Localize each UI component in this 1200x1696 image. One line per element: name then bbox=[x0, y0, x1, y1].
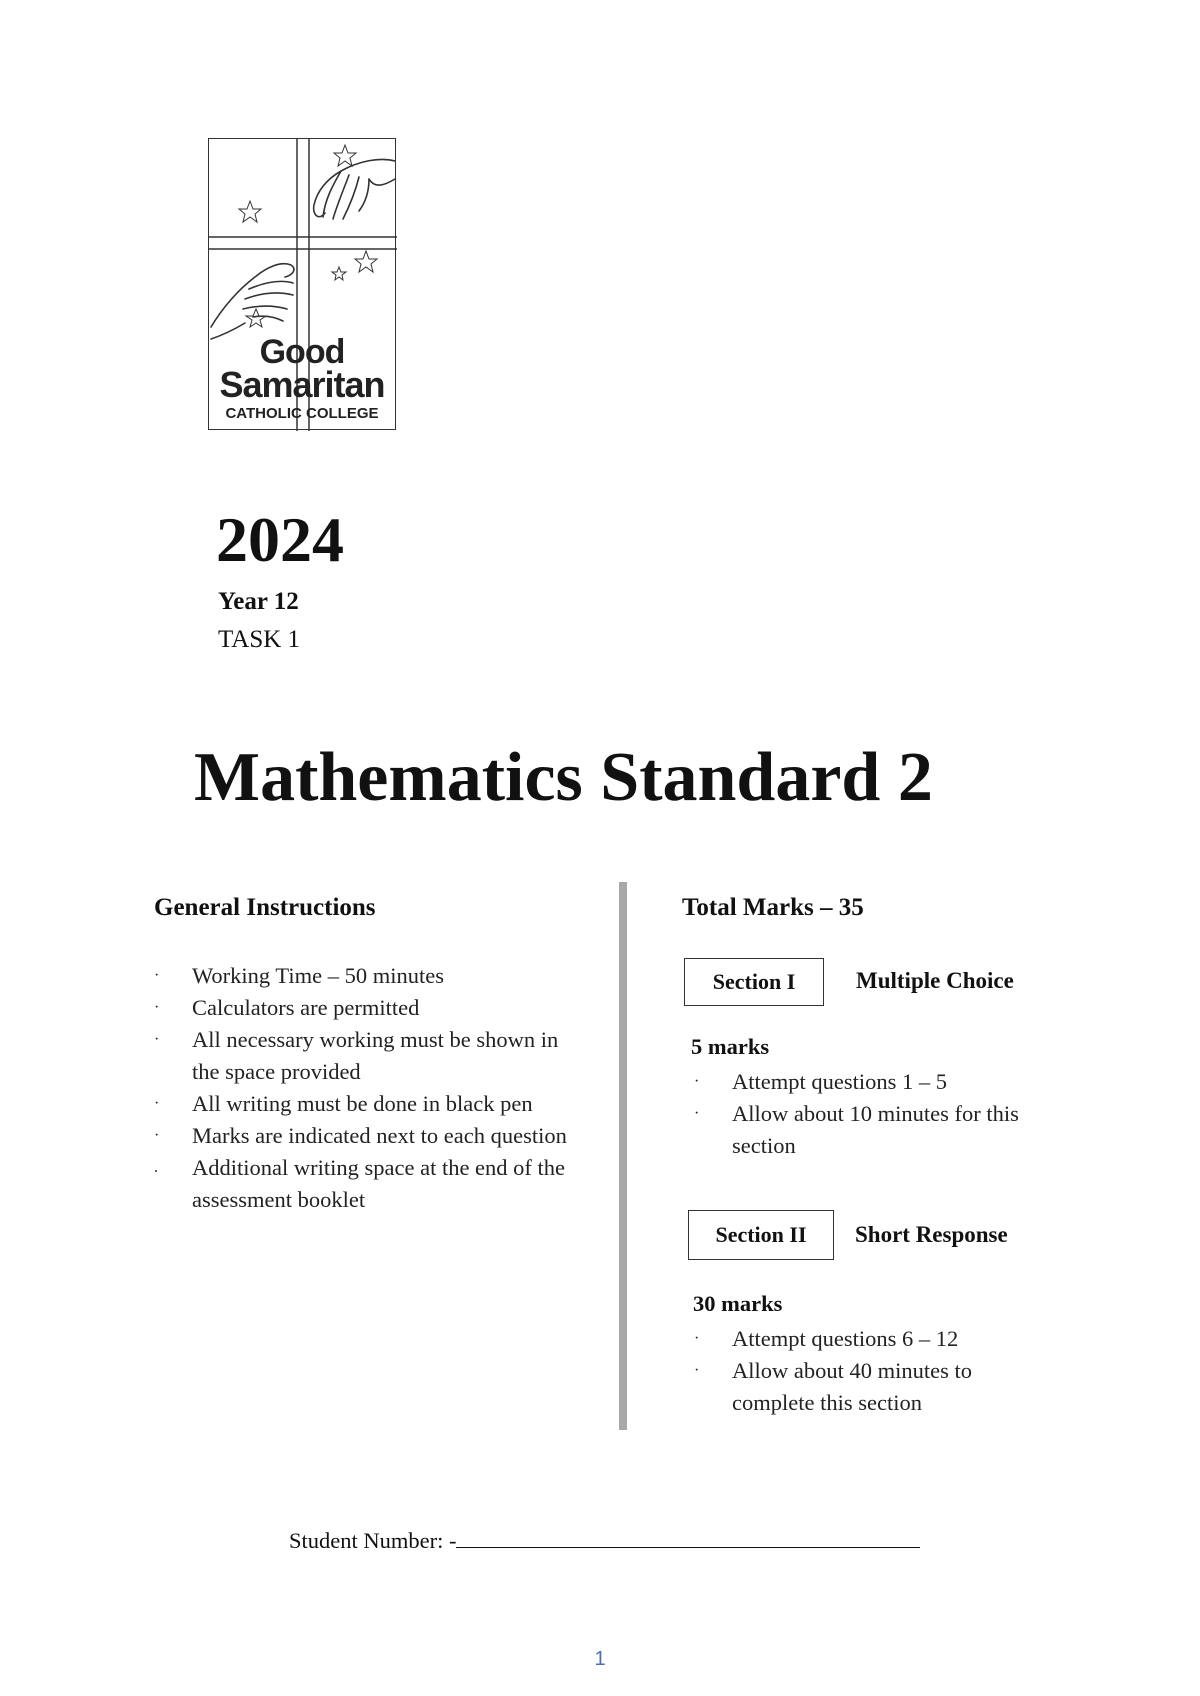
list-item-text: Additional writing space at the end of the bbox=[192, 1155, 566, 1180]
list-item-text: Allow about 10 minutes for this bbox=[732, 1101, 1019, 1126]
list-item-text: Marks are indicated next to each question bbox=[192, 1123, 567, 1148]
logo-text-college: CATHOLIC COLLEGE bbox=[225, 405, 379, 422]
bullet-icon: · bbox=[694, 1362, 700, 1379]
list-item-text: Calculators are permitted bbox=[192, 995, 420, 1020]
page-title: Mathematics Standard 2 bbox=[194, 739, 933, 816]
section-1-marks: 5 marks bbox=[691, 1034, 770, 1059]
bullet-icon: · bbox=[694, 1073, 700, 1090]
student-number-label: Student Number: - bbox=[289, 1528, 457, 1553]
bullet-icon: · bbox=[154, 1127, 160, 1144]
logo-text-samaritan: Samaritan bbox=[219, 364, 385, 405]
list-item bbox=[154, 1088, 614, 1120]
section-2-box: Section II bbox=[688, 1210, 834, 1260]
bullet-icon: · bbox=[694, 1105, 700, 1122]
list-item bbox=[154, 1152, 614, 1216]
section-2-label: Short Response bbox=[855, 1222, 1008, 1247]
task-label: TASK 1 bbox=[218, 626, 301, 653]
list-item bbox=[154, 992, 614, 1024]
list-item-text: complete this section bbox=[732, 1390, 922, 1415]
list-item-text: section bbox=[732, 1133, 796, 1158]
section-1-box: Section I bbox=[684, 958, 824, 1006]
list-item-text: Attempt questions 1 – 5 bbox=[732, 1069, 947, 1094]
year-level: Year 12 bbox=[218, 588, 299, 615]
bullet-icon: · bbox=[154, 1031, 160, 1048]
list-item-text: All necessary working must be shown in bbox=[192, 1027, 559, 1052]
section-1-label: Multiple Choice bbox=[856, 968, 1014, 993]
logo-text-good: Good bbox=[259, 333, 345, 371]
list-item-text: assessment booklet bbox=[192, 1187, 366, 1212]
bullet-icon: · bbox=[694, 1330, 700, 1347]
general-instructions-list bbox=[154, 960, 614, 1216]
list-item bbox=[154, 1024, 614, 1088]
list-item-text: Working Time – 50 minutes bbox=[192, 963, 444, 988]
list-item bbox=[154, 960, 614, 992]
section-2-list bbox=[694, 1323, 1074, 1419]
page-number: 1 bbox=[594, 1648, 606, 1670]
bullet-icon: . bbox=[154, 1159, 158, 1176]
total-marks-heading: Total Marks – 35 bbox=[682, 894, 864, 921]
general-instructions-heading: General Instructions bbox=[154, 894, 376, 921]
list-item bbox=[694, 1323, 1074, 1355]
list-item bbox=[694, 1355, 1074, 1419]
list-item bbox=[694, 1066, 1074, 1098]
bullet-icon: · bbox=[154, 967, 160, 984]
list-item-text: Attempt questions 6 – 12 bbox=[732, 1326, 959, 1351]
column-divider bbox=[619, 882, 627, 1430]
bullet-icon: · bbox=[154, 999, 160, 1016]
section-2-marks: 30 marks bbox=[693, 1291, 783, 1316]
exam-year: 2024 bbox=[216, 504, 344, 575]
bullet-icon: · bbox=[154, 1095, 160, 1112]
list-item-text: the space provided bbox=[192, 1059, 361, 1084]
section-1-list bbox=[694, 1066, 1074, 1162]
college-logo bbox=[208, 138, 396, 430]
list-item-text: All writing must be done in black pen bbox=[192, 1091, 533, 1116]
student-number-field[interactable] bbox=[289, 1527, 920, 1554]
student-number-line[interactable] bbox=[456, 1527, 920, 1548]
list-item bbox=[694, 1098, 1074, 1162]
list-item-text: Allow about 40 minutes to bbox=[732, 1358, 972, 1383]
list-item bbox=[154, 1120, 614, 1152]
